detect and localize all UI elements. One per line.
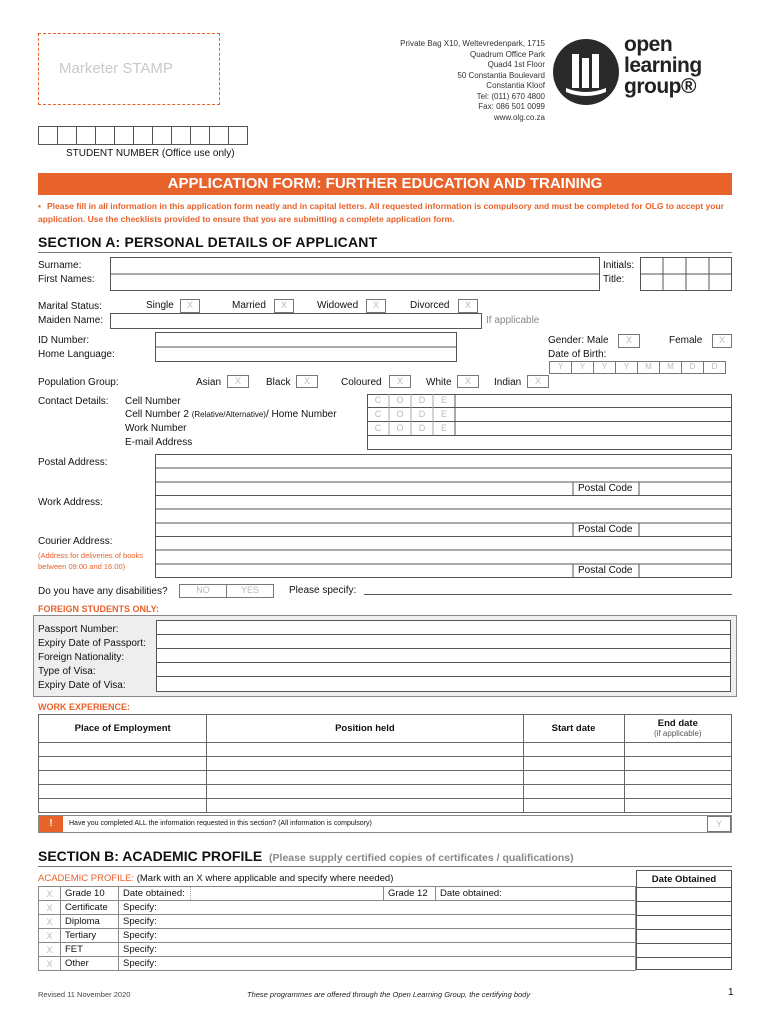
- single-checkbox[interactable]: X: [180, 299, 200, 313]
- confirmation-text: Have you completed ALL the information requested in this section? (All information is compulsory): [69, 820, 372, 827]
- academic-detail: Specify:: [119, 901, 191, 915]
- widowed-checkbox[interactable]: X: [366, 299, 386, 313]
- single-label: Single: [146, 300, 174, 311]
- student-number-cell[interactable]: [114, 126, 134, 145]
- date-obtained-column[interactable]: [636, 870, 732, 970]
- student-number-cell[interactable]: [228, 126, 248, 145]
- code-glyph: O: [396, 395, 404, 405]
- address-line: Constantia Kloof: [486, 81, 545, 90]
- dob-cells[interactable]: [550, 361, 726, 374]
- divorced-checkbox[interactable]: X: [458, 299, 478, 313]
- student-number-cells[interactable]: [39, 126, 248, 145]
- work-address-field[interactable]: [155, 495, 732, 537]
- email-label: E-mail Address: [125, 437, 193, 448]
- other-checkbox[interactable]: X: [39, 957, 61, 971]
- dob-cell[interactable]: D: [681, 361, 704, 374]
- phone: Tel: (011) 670 4800: [476, 91, 545, 101]
- widowed-label: Widowed: [317, 300, 359, 311]
- courier-note-1: (Address for deliveries of books: [38, 551, 144, 560]
- section-a-rule: [38, 252, 732, 253]
- please-specify-label: Please specify:: [289, 585, 357, 596]
- code-glyph: E: [440, 395, 447, 405]
- code-row-3: [367, 423, 455, 433]
- table-row[interactable]: [39, 785, 732, 799]
- confirmation-bar: [38, 815, 732, 833]
- work-postal-code-label: Postal Code: [578, 524, 633, 535]
- diploma-specify-field[interactable]: [191, 915, 636, 929]
- address-line: 50 Constantia Boulevard: [457, 70, 545, 80]
- section-b-title: SECTION B: ACADEMIC PROFILE: [38, 848, 263, 864]
- student-number-cell[interactable]: [57, 126, 77, 145]
- surname-label: Surname:: [38, 260, 82, 271]
- visa-expiry-label: Expiry Date of Visa:: [38, 680, 126, 691]
- divorced-label: Divorced: [410, 300, 450, 311]
- dob-cell[interactable]: Y: [615, 361, 638, 374]
- date-obtained-header: Date Obtained: [651, 874, 717, 885]
- grade10-checkbox[interactable]: X: [39, 887, 61, 901]
- work-experience-heading: WORK EXPERIENCE:: [38, 702, 131, 712]
- postal-address-lines: [155, 454, 732, 496]
- work-number-label: Work Number: [125, 423, 187, 434]
- intro-text: [38, 200, 738, 225]
- dob-cell[interactable]: M: [659, 361, 682, 374]
- black-label: Black: [266, 377, 291, 388]
- courier-postal-code-label: Postal Code: [578, 565, 633, 576]
- black-checkbox[interactable]: X: [296, 375, 318, 388]
- code-glyph: D: [418, 395, 426, 405]
- population-group-label: Population Group:: [38, 377, 119, 388]
- married-checkbox[interactable]: X: [274, 299, 294, 313]
- code-glyph: C: [374, 423, 382, 433]
- academic-detail: Specify:: [119, 929, 191, 943]
- confirmation-checkbox[interactable]: Y: [707, 816, 731, 832]
- if-applicable-note: If applicable: [486, 315, 540, 326]
- code-glyph: O: [396, 423, 404, 433]
- table-row[interactable]: [39, 743, 732, 757]
- white-checkbox[interactable]: X: [457, 375, 479, 388]
- academic-row[interactable]: [39, 915, 636, 929]
- academic-name: Certificate: [61, 901, 119, 915]
- address-line: Quadrum Office Park: [470, 49, 545, 59]
- olg-logo: [552, 33, 732, 108]
- intro-bullet: •: [38, 201, 41, 211]
- courier-address-field[interactable]: [155, 536, 732, 578]
- maiden-name-grid[interactable]: [110, 313, 482, 329]
- initials-grid-lines: [640, 257, 732, 291]
- code-glyph: D: [418, 423, 426, 433]
- logo-word-group: group®: [624, 75, 696, 98]
- col-end-label: End date: [657, 717, 698, 729]
- grade12-label: Grade 12: [384, 887, 436, 901]
- certificate-checkbox[interactable]: X: [39, 901, 61, 915]
- passport-expiry-label: Expiry Date of Passport:: [38, 638, 146, 649]
- page-number: 1: [728, 987, 734, 998]
- dob-cell[interactable]: D: [703, 361, 726, 374]
- stamp-label: Marketer STAMP: [59, 60, 173, 77]
- diploma-checkbox[interactable]: X: [39, 915, 61, 929]
- first-names-label: First Names:: [38, 274, 95, 285]
- academic-profile-heading: [38, 873, 393, 884]
- courier-address-lines: [155, 536, 732, 578]
- marital-status-label: Marital Status:: [38, 301, 102, 312]
- section-b-note: (Please supply certified copies of certificates / qualifications): [269, 852, 574, 864]
- academic-row[interactable]: [39, 929, 636, 943]
- white-label: White: [426, 377, 452, 388]
- id-language-grid[interactable]: [155, 332, 457, 362]
- work-experience-table: [38, 714, 732, 813]
- dob-cell[interactable]: Y: [549, 361, 572, 374]
- courier-note-2: between 09:00 and 16:00): [38, 562, 126, 571]
- academic-detail: Specify:: [119, 957, 191, 971]
- academic-detail: Specify:: [119, 943, 191, 957]
- form-title: APPLICATION FORM: FURTHER EDUCATION AND TRAINING: [38, 173, 732, 195]
- gender-male-label: Gender: Male: [548, 335, 609, 346]
- contact-details-label: Contact Details:: [38, 396, 109, 407]
- maiden-name-label: Maiden Name:: [38, 315, 104, 326]
- postal-address-field[interactable]: [155, 454, 732, 496]
- disability-no-option[interactable]: NO: [179, 584, 227, 598]
- student-number-cell[interactable]: [209, 126, 229, 145]
- indian-label: Indian: [494, 377, 522, 388]
- footer-revision: Revised 11 November 2020: [38, 990, 131, 999]
- cell2-note: (Relative/Alternative): [191, 410, 266, 419]
- coloured-checkbox[interactable]: X: [389, 375, 411, 388]
- student-number-cell[interactable]: [190, 126, 210, 145]
- address-line: Private Bag X10, Weltevredenpark, 1715: [400, 39, 545, 48]
- col-start: Start date: [523, 715, 624, 743]
- visa-type-label: Type of Visa:: [38, 666, 96, 677]
- alert-icon: !: [39, 816, 63, 832]
- name-grid[interactable]: [110, 257, 600, 291]
- academic-profile-note: (Mark with an X where applicable and specify where needed): [136, 873, 394, 884]
- female-label: Female: [669, 335, 703, 346]
- fet-specify-field[interactable]: [191, 943, 636, 957]
- name-grid-lines: [110, 257, 600, 291]
- logo-word-open: open: [624, 33, 673, 56]
- student-number-cell[interactable]: [133, 126, 153, 145]
- work-address-label: Work Address:: [38, 497, 103, 508]
- foreign-students-heading: FOREIGN STUDENTS ONLY:: [38, 604, 160, 614]
- indian-checkbox[interactable]: X: [527, 375, 549, 388]
- code-row-1: [367, 395, 455, 405]
- academic-name: Other: [61, 957, 119, 971]
- courier-address-label: Courier Address:: [38, 536, 113, 547]
- id-grid-lines: [155, 332, 457, 362]
- col-position: Position held: [207, 715, 523, 743]
- cell-number-2-label: [125, 409, 337, 420]
- tertiary-checkbox[interactable]: X: [39, 929, 61, 943]
- academic-row[interactable]: [39, 943, 636, 957]
- section-a-heading: SECTION A: PERSONAL DETAILS OF APPLICANT: [38, 234, 378, 250]
- table-header-row: [39, 715, 732, 743]
- code-glyph: D: [418, 409, 426, 419]
- intro-body: Please fill in all information in this application form neatly and in capital letters. All requested information is compulsory and must be completed for OLG to accept your application. Use the checklists provided to ensure that you are submitting a complete application form.: [38, 201, 724, 224]
- other-specify-field[interactable]: [191, 957, 636, 971]
- code-glyph: C: [374, 395, 382, 405]
- dob-cell[interactable]: Y: [593, 361, 616, 374]
- certificate-specify-field[interactable]: [191, 901, 636, 915]
- code-glyph: E: [440, 409, 447, 419]
- initials-title-grid[interactable]: [640, 257, 732, 291]
- student-number-label: STUDENT NUMBER (Office use only): [66, 148, 235, 159]
- student-number-cell[interactable]: [152, 126, 172, 145]
- fax: Fax: 086 501 0099: [478, 102, 545, 111]
- code-glyph: C: [374, 409, 382, 419]
- id-number-label: ID Number:: [38, 335, 90, 346]
- table-row[interactable]: [39, 771, 732, 785]
- marketer-stamp-box: [38, 33, 220, 105]
- footer-note: These programmes are offered through the Open Learning Group, the certifying body: [247, 990, 531, 999]
- col-end-note: (if applicable): [654, 728, 702, 738]
- dob-cell[interactable]: M: [637, 361, 660, 374]
- code-glyph: E: [440, 423, 447, 433]
- grade10-date-field[interactable]: [191, 887, 384, 901]
- student-number-cell[interactable]: [76, 126, 96, 145]
- col-employment: Place of Employment: [39, 715, 207, 743]
- tertiary-specify-field[interactable]: [191, 929, 636, 943]
- passport-number-label: Passport Number:: [38, 624, 119, 635]
- fet-checkbox[interactable]: X: [39, 943, 61, 957]
- cell2-home: / Home Number: [265, 409, 337, 420]
- foreign-nationality-label: Foreign Nationality:: [38, 652, 125, 663]
- academic-name: Grade 10: [61, 887, 119, 901]
- asian-checkbox[interactable]: X: [227, 375, 249, 388]
- logo-word-learning: learning: [624, 54, 702, 77]
- student-number-cell[interactable]: [171, 126, 191, 145]
- dob-cell[interactable]: Y: [571, 361, 594, 374]
- academic-name: FET: [61, 943, 119, 957]
- male-checkbox[interactable]: X: [618, 334, 640, 348]
- cell-number-label: Cell Number: [125, 396, 181, 407]
- website: www.olg.co.za: [493, 112, 545, 122]
- student-number-cell[interactable]: [95, 126, 115, 145]
- postal-address-label: Postal Address:: [38, 457, 108, 468]
- address-line: Quad4 1st Floor: [487, 60, 545, 69]
- specify-line[interactable]: [364, 594, 732, 595]
- section-b-rule: [38, 866, 732, 867]
- table-row[interactable]: [39, 757, 732, 771]
- academic-detail: Date obtained:: [119, 887, 191, 901]
- section-b-heading: [38, 848, 574, 864]
- code-row-2: [367, 409, 455, 419]
- foreign-grid-lines: [156, 620, 731, 692]
- student-number-cell[interactable]: [38, 126, 58, 145]
- address-block: [400, 39, 545, 123]
- academic-profile-label: ACADEMIC PROFILE:: [38, 873, 135, 884]
- title-label: Title:: [603, 274, 625, 285]
- dob-label: Date of Birth:: [548, 349, 607, 360]
- coloured-label: Coloured: [341, 377, 382, 388]
- academic-name: Tertiary: [61, 929, 119, 943]
- academic-row[interactable]: [39, 957, 636, 971]
- work-address-lines: [155, 495, 732, 537]
- disability-yes-option[interactable]: YES: [226, 584, 274, 598]
- table-row[interactable]: [39, 799, 732, 813]
- asian-label: Asian: [196, 377, 222, 388]
- foreign-details-grid[interactable]: [156, 620, 731, 692]
- academic-detail: Specify:: [119, 915, 191, 929]
- col-end: [624, 715, 731, 743]
- academic-row[interactable]: [39, 901, 636, 915]
- book-logo-icon: [552, 38, 620, 106]
- female-checkbox[interactable]: X: [712, 334, 732, 348]
- home-language-label: Home Language:: [38, 349, 115, 360]
- academic-table: [38, 886, 636, 971]
- grade12-date-label: Date obtained:: [436, 887, 636, 901]
- postal-code-label: Postal Code: [578, 483, 633, 494]
- disabilities-label: Do you have any disabilities?: [38, 586, 168, 597]
- academic-row[interactable]: [39, 887, 636, 901]
- academic-name: Diploma: [61, 915, 119, 929]
- maiden-grid-lines: [110, 313, 482, 329]
- code-glyph: O: [396, 409, 404, 419]
- cell2-main: Cell Number 2: [125, 409, 189, 420]
- married-label: Married: [232, 300, 266, 311]
- initials-label: Initials:: [603, 260, 635, 271]
